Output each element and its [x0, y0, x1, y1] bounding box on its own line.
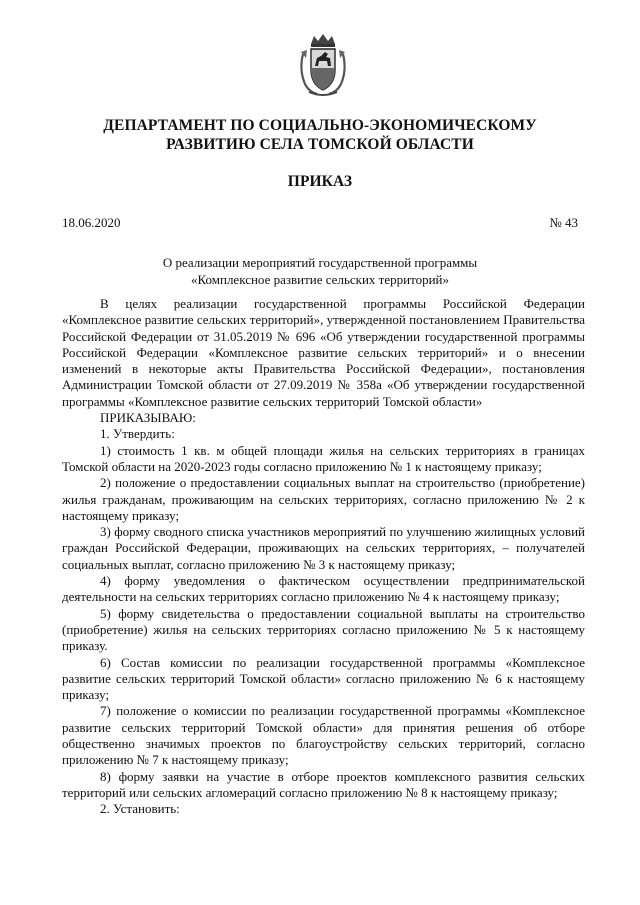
order-word: ПРИКАЗЫВАЮ:	[100, 410, 196, 426]
item-1-8: 8) форму заявки на участие в отборе проектов комплексного развития сельских территорий или сельских агломераций согласно приложению № 8 к настоящему приказу;	[62, 768, 585, 800]
item-1-4: 4) форму уведомления о фактическом осуществлении предпринимательской деятельности на сельских территориях согласно приложению № 4 к настоящему приказу;	[62, 573, 585, 605]
subject-line1: О реализации мероприятий государственной программы	[162, 255, 478, 270]
document-type: ПРИКАЗ	[287, 173, 353, 190]
preamble-paragraph: В целях реализации государственной программы Российской Федерации «Комплексное развитие сельских территорий», утвержденной постановлением Правительства Российской Федерации от 31.05.2019 № 696 «Об утверждении государственной программы Российской Федерации «Комплексное развитие сельских территорий» и о внесении изменений в некоторые акты Правительства Российской Федерации», постановления Администрации Томской области от 27.09.2019 № 358а «Об утверждении государственной программы «Комплексное развитие сельских территорий Томской области»	[62, 296, 585, 409]
coat-of-arms-icon	[297, 34, 349, 98]
item-1-3: 3) форму сводного списка участников мероприятий по улучшению жилищных условий граждан Российской Федерации, проживающих на сельских территориях, – получателей социальных выплат, согласно приложению № 3 к настоящему приказу;	[62, 524, 585, 572]
item-1-2: 2) положение о предоставлении социальных выплат на строительство (приобретение) жилья гражданам, проживающим на сельских территориях, согласно приложению № 2 к настоящему приказу;	[62, 475, 585, 523]
department-title-line2: РАЗВИТИЮ СЕЛА ТОМСКОЙ ОБЛАСТИ	[166, 136, 474, 153]
department-title	[60, 116, 580, 154]
document-subject	[90, 254, 550, 288]
department-title-line1: ДЕПАРТАМЕНТ ПО СОЦИАЛЬНО-ЭКОНОМИЧЕСКОМУ	[103, 117, 537, 134]
item-1-7: 7) положение о комиссии по реализации государственной программы «Комплексное развитие сельских территорий Томской области» для принятия решения об отборе общественно значимых проектов по благоустройству сельских территорий, согласно приложению № 7 к настоящему приказу;	[62, 703, 585, 768]
item-1-1: 1) стоимость 1 кв. м общей площади жилья на сельских территориях в границах Томской области на 2020-2023 годы согласно приложению № 1 к настоящему приказу;	[62, 442, 585, 474]
document-body	[62, 296, 585, 818]
item-1-5: 5) форму свидетельства о предоставлении социальной выплаты на строительство (приобретение) жилья на сельских территориях согласно приложению № 5 к настоящему приказу.	[62, 605, 585, 654]
item-1: 1. Утвердить:	[100, 426, 175, 442]
item-1-6: 6) Состав комиссии по реализации государственной программы «Комплексное развитие сельских территорий Томской области» согласно приложению № 6 к настоящему приказу;	[62, 654, 585, 703]
document-date: 18.06.2020	[62, 215, 121, 230]
document-number: № 43	[549, 215, 578, 230]
item-2: 2. Установить:	[100, 801, 180, 817]
subject-line2: «Комплексное развитие сельских территорий»	[190, 272, 449, 287]
